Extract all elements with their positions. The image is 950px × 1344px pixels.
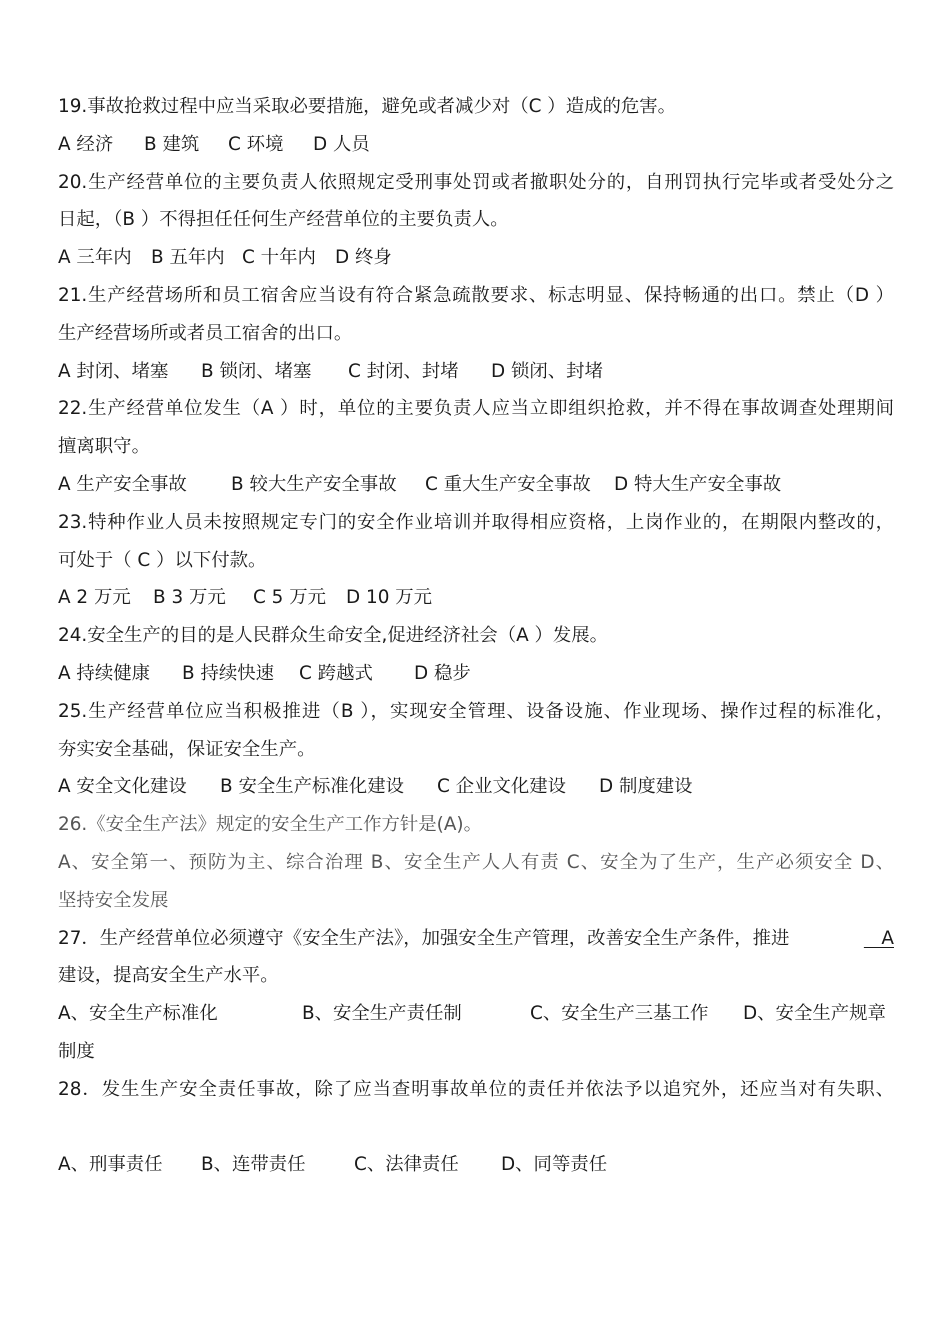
option-c: C 5 万元 bbox=[253, 587, 327, 609]
option-d: D 10 万元 bbox=[346, 587, 433, 609]
option-d: D 特大生产安全事故 bbox=[614, 473, 782, 495]
question-20-stem-line2: 日起，（B ）不得担任任何生产经营单位的主要负责人。 bbox=[58, 209, 509, 231]
option-d: D 制度建设 bbox=[599, 776, 693, 798]
option-b: B 较大生产安全事故 bbox=[231, 473, 397, 495]
question-19-options bbox=[58, 126, 894, 164]
option-c: C、法律责任 bbox=[354, 1154, 459, 1176]
option-a: A 持续健康 bbox=[58, 662, 150, 684]
question-20-options bbox=[58, 239, 894, 277]
question-21-stem-line1: 21.生产经营场所和员工宿舍应当设有符合紧急疏散要求、标志明显、保持畅通的出口。禁止（D ） bbox=[58, 284, 894, 306]
question-24-options bbox=[58, 655, 894, 693]
option-c: C 企业文化建设 bbox=[437, 776, 567, 798]
question-20-stem-line1: 20.生产经营单位的主要负责人依照规定受刑事处罚或者撤职处分的，自刑罚执行完毕或者受处分之 bbox=[58, 171, 894, 193]
option-c: C 封闭、封堵 bbox=[348, 360, 459, 382]
option-b: B 建筑 bbox=[144, 133, 200, 155]
option-d: D 终身 bbox=[335, 247, 392, 269]
question-27-answer-blank: A bbox=[863, 927, 894, 949]
option-a: A 三年内 bbox=[58, 247, 132, 269]
option-d: D 稳步 bbox=[414, 662, 471, 684]
option-a: A 封闭、堵塞 bbox=[58, 360, 169, 382]
question-25-options bbox=[58, 768, 894, 806]
question-19-stem: 19.事故抢救过程中应当采取必要措施，避免或者减少对（C ）造成的危害。 bbox=[58, 96, 677, 117]
option-c: C 十年内 bbox=[242, 247, 316, 269]
option-d: D 锁闭、封堵 bbox=[491, 360, 603, 382]
question-27-stem-line1 bbox=[58, 920, 894, 958]
question-27-options-line2: 制度 bbox=[58, 1040, 95, 1062]
question-27-stem-text: 27．生产经营单位必须遵守《安全生产法》，加强安全生产管理，改善安全生产条件，推进 bbox=[58, 927, 790, 949]
document-page bbox=[58, 88, 894, 1222]
option-c: C 跨越式 bbox=[299, 662, 373, 684]
option-c: C、安全生产三基工作 bbox=[530, 1003, 709, 1025]
question-29-stem bbox=[58, 1184, 894, 1222]
option-c: C 重大生产安全事故 bbox=[425, 473, 591, 495]
option-b: B、连带责任 bbox=[201, 1154, 306, 1176]
question-24-stem: 24.安全生产的目的是人民群众生命安全,促进经济社会（A ）发展。 bbox=[58, 625, 609, 647]
option-a: A、刑事责任 bbox=[58, 1154, 163, 1176]
question-22-stem-line2: 擅离职守。 bbox=[58, 436, 150, 458]
question-25-stem-line2: 夯实安全基础，保证安全生产。 bbox=[58, 738, 316, 760]
option-a: A、安全生产标准化 bbox=[58, 1003, 218, 1025]
option-b: B 五年内 bbox=[151, 247, 225, 269]
option-b: B 锁闭、堵塞 bbox=[201, 360, 312, 382]
question-22-options bbox=[58, 466, 894, 504]
option-c: C 环境 bbox=[228, 133, 284, 155]
question-27-stem-line2: 建设，提高安全生产水平。 bbox=[58, 965, 279, 987]
option-d: D、安全生产规章 bbox=[743, 1003, 886, 1025]
question-26-stem: 26.《安全生产法》规定的安全生产工作方针是(A)。 bbox=[58, 814, 482, 836]
question-27-options bbox=[58, 995, 894, 1033]
option-d: D、同等责任 bbox=[501, 1154, 608, 1176]
question-23-options bbox=[58, 579, 894, 617]
question-22-stem-line1: 22.生产经营单位发生（A ）时，单位的主要负责人应当立即组织抢救，并不得在事故调查处理期间 bbox=[58, 398, 894, 420]
question-28-stem-line1: 28．发生生产安全责任事故，除了应当查明事故单位的责任并依法予以追究外，还应当对有失职、 bbox=[58, 1078, 894, 1100]
option-d: D 人员 bbox=[313, 133, 370, 155]
question-26-options-line2: 坚持安全发展 bbox=[58, 889, 169, 911]
question-26-options-line1: A、安全第一、预防为主、综合治理 B、安全生产人人有责 C、安全为了生产，生产必须安全 D、 bbox=[58, 851, 894, 873]
question-21-stem-line2: 生产经营场所或者员工宿舍的出口。 bbox=[58, 322, 353, 344]
option-b: B 3 万元 bbox=[153, 587, 226, 609]
option-a: A 经济 bbox=[58, 133, 114, 155]
option-b: B 安全生产标准化建设 bbox=[220, 776, 404, 798]
option-b: B 持续快速 bbox=[182, 662, 275, 684]
question-28-options bbox=[58, 1146, 894, 1184]
option-a: A 安全文化建设 bbox=[58, 776, 187, 798]
question-23-stem-line2: 可处于（ C ）以下付款。 bbox=[58, 549, 267, 571]
question-28-stem-line2 bbox=[58, 1109, 894, 1147]
option-a: A 生产安全事故 bbox=[58, 473, 187, 495]
question-25-stem-line1: 25.生产经营单位应当积极推进（B ），实现安全管理、设备设施、作业现场、操作过程的标准化， bbox=[58, 700, 894, 722]
question-21-options bbox=[58, 353, 894, 391]
option-b: B、安全生产责任制 bbox=[302, 1003, 462, 1025]
question-23-stem-line1: 23.特种作业人员未按照规定专门的安全作业培训并取得相应资格，上岗作业的，在期限内整改的， bbox=[58, 511, 894, 533]
option-a: A 2 万元 bbox=[58, 587, 131, 609]
